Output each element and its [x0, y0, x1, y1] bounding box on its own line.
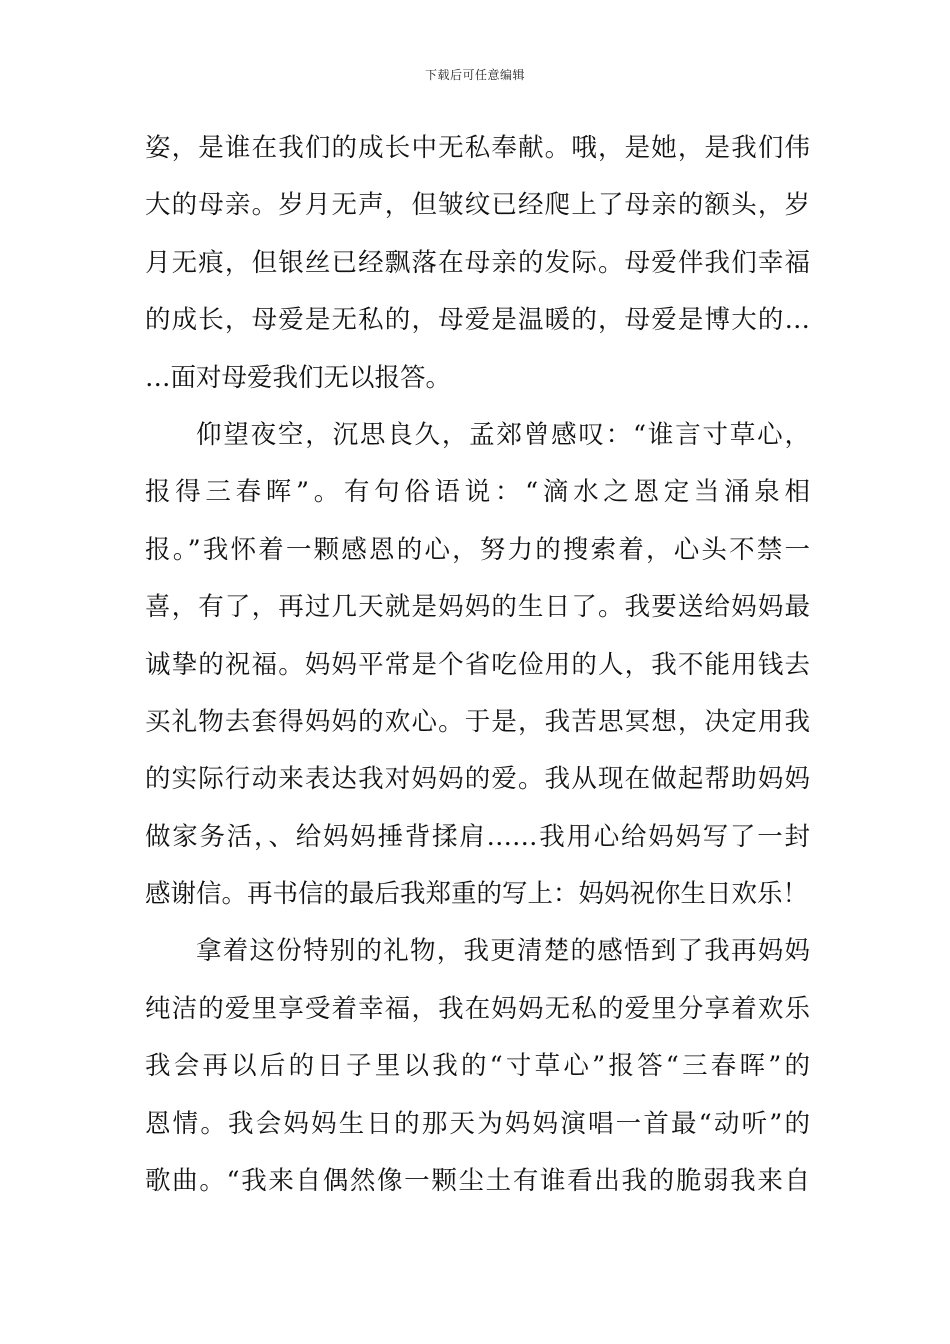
text-line: …面对母爱我们无以报答。 [145, 362, 452, 393]
text-line: 做家务活，、给妈妈捶背揉肩……我用心给妈妈写了一封 [145, 821, 810, 852]
text-line: 报。”我怀着一颗感恩的心，努力的搜索着，心头不禁一 [145, 534, 810, 565]
text-line: 的成长，母爱是无私的，母爱是温暖的，母爱是博大的… [145, 305, 810, 336]
text-line: 喜，有了，再过几天就是妈妈的生日了。我要送给妈妈最 [145, 592, 810, 623]
text-line: 大的母亲。岁月无声，但皱纹已经爬上了母亲的额头，岁 [145, 190, 810, 221]
text-line: 歌曲。“我来自偶然像一颗尘土有谁看出我的脆弱我来自 [145, 1166, 810, 1197]
text-line: 的实际行动来表达我对妈妈的爱。我从现在做起帮助妈妈 [145, 764, 810, 795]
paragraph-first-line: 拿着这份特别的礼物，我更清楚的感悟到了我再妈妈 [196, 936, 810, 967]
text-line: 诚挚的祝福。妈妈平常是个省吃俭用的人，我不能用钱去 [145, 649, 810, 680]
paragraph-first-line: 仰望夜空，沉思良久，孟郊曾感叹：“谁言寸草心， [196, 419, 810, 450]
text-line: 报得三春晖”。有句俗语说：“滴水之恩定当涌泉相 [145, 477, 810, 508]
text-line: 我会再以后的日子里以我的“寸草心”报答“三春晖”的 [145, 1051, 810, 1082]
page-header: 下载后可任意编辑 [424, 68, 525, 82]
document-body [145, 120, 810, 1210]
text-line: 感谢信。再书信的最后我郑重的写上：妈妈祝你生日欢乐！ [145, 879, 809, 910]
text-line: 月无痕，但银丝已经飘落在母亲的发际。母爱伴我们幸福 [145, 247, 810, 278]
text-line: 纯洁的爱里享受着幸福，我在妈妈无私的爱里分享着欢乐 [145, 993, 810, 1024]
text-line: 买礼物去套得妈妈的欢心。于是，我苦思冥想，决定用我 [145, 706, 810, 737]
text-line: 姿，是谁在我们的成长中无私奉献。哦，是她，是我们伟 [145, 133, 810, 163]
text-line: 恩情。我会妈妈生日的那天为妈妈演唱一首最“动听”的 [145, 1108, 810, 1139]
